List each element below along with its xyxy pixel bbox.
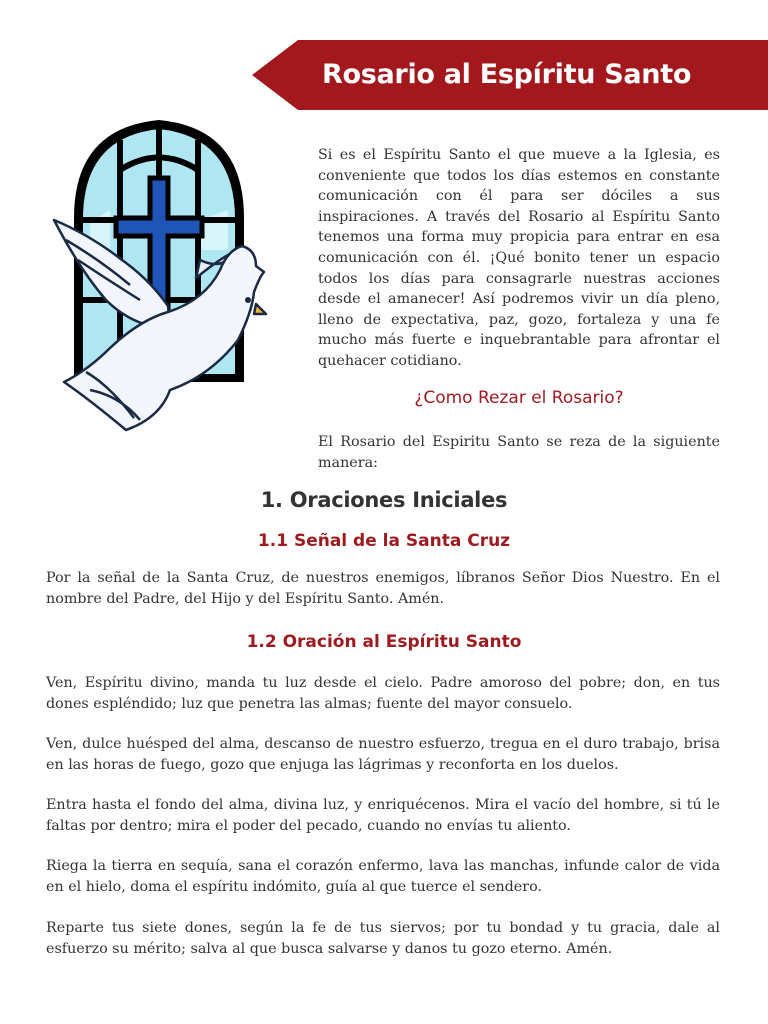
intro-paragraph: Si es el Espíritu Santo el que mueve a la Iglesia, es conveniente que todos los días estemos en constante comunicación con él para ser dóciles a sus inspiraciones. A través del Rosario al Espíritu Santo tenemos una forma muy propicia para entrar en esa comunicación con él. ¡Qué bonito tener un espacio todos los días para consagrarle nuestras acciones desde el amanecer! Así podremos vivir un día pleno, lleno de expectativa, paz, gozo, fortaleza y una fe mucho más fuerte e inquebrantable para afrontar el quehacer cotidiano. (318, 147, 720, 369)
prayer-paragraph: Reparte tus siete dones, según la fe de tus siervos; por tu bondad y tu gracia, dale al esfuerzo su mérito; salva al que busca salvarse y danos tu gozo eterno. Amén. (46, 920, 720, 957)
page-title: Rosario al Espíritu Santo (322, 59, 692, 90)
how-to-heading: ¿Como Rezar el Rosario? (414, 388, 624, 408)
prayer-paragraph: Riega la tierra en sequía, sana el corazón enfermo, lava las manchas, infunde calor de vida en el hielo, doma el espíritu indómito, guía al que tuerce el sendero. (46, 858, 720, 895)
stained-glass-window-dove-icon (50, 100, 280, 440)
prayer-paragraph: Ven, dulce huésped del alma, descanso de nuestro esfuerzo, tregua en el duro trabajo, brisa en las horas de fuego, gozo que enjuga las lágrimas y reconforta en los duelos. (46, 736, 720, 773)
prayer-paragraph: Entra hasta el fondo del alma, divina luz, y enriquécenos. Mira el vacío del hombre, si tú le faltas por dentro; mira el poder del pecado, cuando no envías tu aliento. (46, 797, 720, 834)
prayer-paragraph: Ven, Espíritu divino, manda tu luz desde el cielo. Padre amoroso del pobre; don, en tus dones espléndido; luz que penetra las almas; fuente del mayor consuelo. (46, 675, 720, 712)
paragraph-senal-santa-cruz: Por la señal de la Santa Cruz, de nuestros enemigos, líbranos Señor Dios Nuestro. En el nombre del Padre, del Hijo y del Espíritu Santo. Amén. (46, 570, 720, 607)
subheading-oracion-espiritu-santo: 1.2 Oración al Espíritu Santo (246, 632, 522, 652)
how-to-text: El Rosario del Espiritu Santo se reza de la siguiente manera: (318, 434, 720, 471)
subheading-senal-santa-cruz: 1.1 Señal de la Santa Cruz (257, 531, 511, 551)
section-heading-oraciones-iniciales: 1. Oraciones Iniciales (260, 488, 508, 512)
